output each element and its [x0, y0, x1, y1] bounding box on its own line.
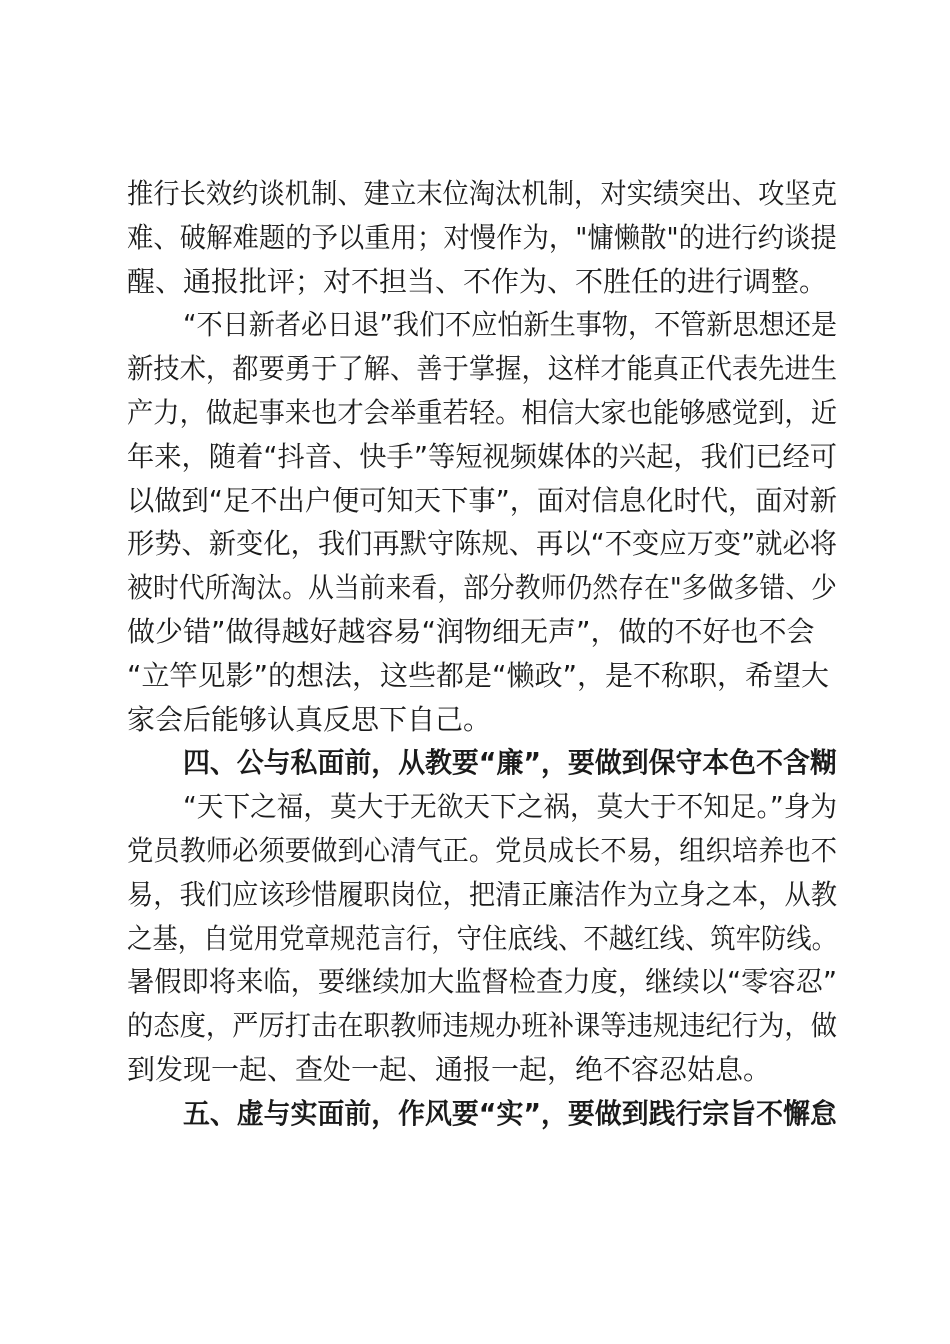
- paragraph-line: 到发现一起、查处一起、通报一起，绝不容忍姑息。: [127, 1053, 772, 1086]
- paragraph-line: 的态度，严厉打击在职教师违规办班补课等违规违纪行为，做: [127, 1009, 838, 1043]
- paragraph-line: 新技术，都要勇于了解、善于掌握，这样才能真正代表先进生: [127, 352, 838, 386]
- paragraph-line: “立竿见影”的想法，这些都是“懒政”，是不称职，希望大: [127, 658, 830, 692]
- paragraph-line: 家会后能够认真反思下自己。: [127, 702, 492, 736]
- paragraph-line: 做少错”做得越好越容易“润物细无声”，做的不好也不会: [127, 615, 815, 648]
- paragraph-line: 推行长效约谈机制、建立末位淘汰机制，对实绩突出、攻坚克: [127, 177, 838, 210]
- paragraph-line: 之基，自觉用党章规范言行，守住底线、不越红线、筑牢防线。: [127, 921, 838, 955]
- paragraph-line: 难、破解难题的予以重用；对慢作为，"慵懒散"的进行约谈提: [127, 220, 837, 254]
- paragraph-line: 党员教师必须要做到心清气正。党员成长不易，组织培养也不: [127, 834, 838, 867]
- section-heading: 四、公与私面前，从教要“廉”，要做到保守本色不含糊: [183, 746, 837, 780]
- paragraph-line: 暑假即将来临，要继续加大监督检查力度，继续以“零容忍”: [127, 965, 838, 999]
- paragraph-line: “天下之福，莫大于无欲天下之祸，莫大于不知足。”身为: [183, 790, 838, 824]
- paragraph-line: 形势、新变化，我们再默守陈规、再以“不变应万变”就必将: [127, 527, 838, 561]
- paragraph-line: 易，我们应该珍惜履职岗位，把清正廉洁作为立身之本，从教: [127, 877, 838, 911]
- paragraph-line: 被时代所淘汰。从当前来看，部分教师仍然存在"多做多错、少: [127, 571, 837, 605]
- paragraph-line: 年来，随着“抖音、快手”等短视频媒体的兴起，我们已经可: [127, 439, 838, 473]
- paragraph-line: “不日新者必日退”我们不应怕新生事物，不管新思想还是: [183, 308, 838, 342]
- section-heading: 五、虚与实面前，作风要“实”，要做到践行宗旨不懈怠: [183, 1096, 837, 1130]
- paragraph-line: 产力，做起事来也才会举重若轻。相信大家也能够感觉到，近: [127, 396, 838, 429]
- paragraph-line: 以做到“足不出户便可知天下事”，面对信息化时代，面对新: [127, 483, 838, 517]
- paragraph-line: 醒、通报批评；对不担当、不作为、不胜任的进行调整。: [127, 264, 828, 298]
